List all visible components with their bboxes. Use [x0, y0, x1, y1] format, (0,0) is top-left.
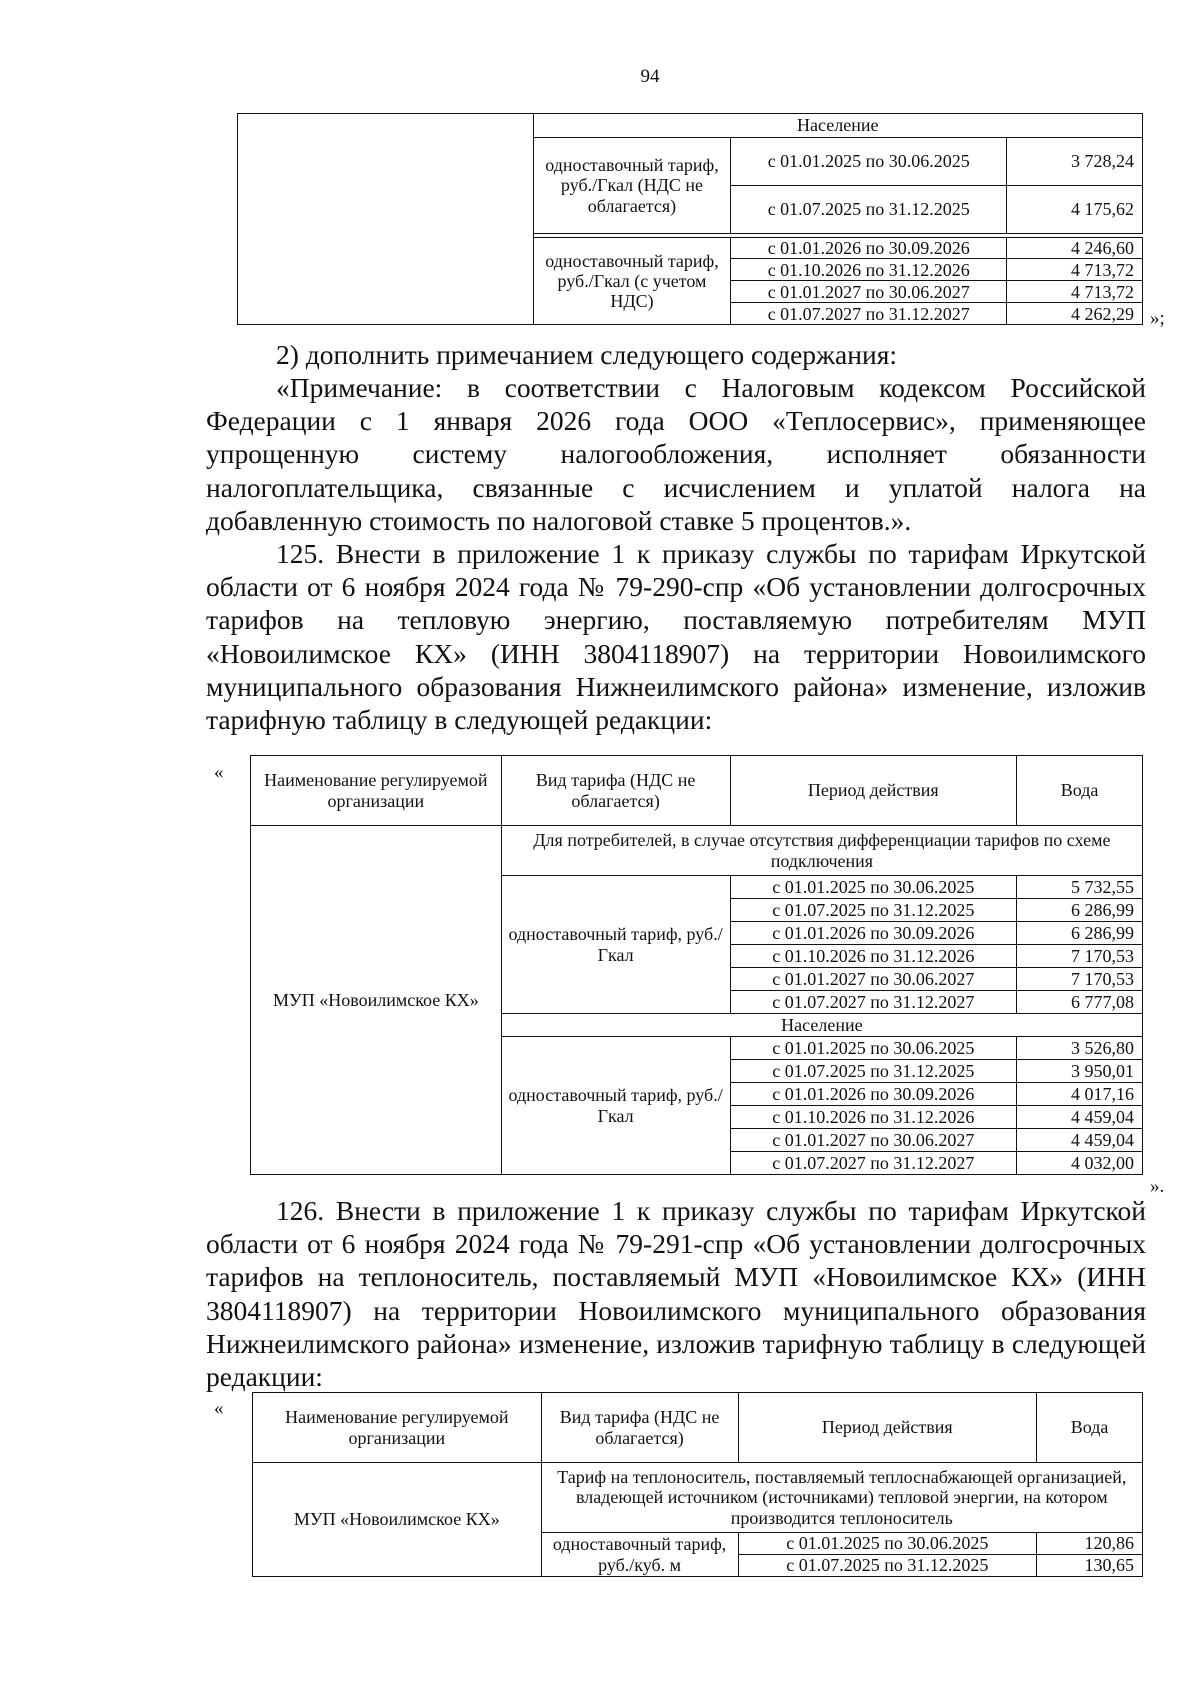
value-cell: 4 246,60: [1007, 238, 1143, 259]
tariff-type-cell: одноставочный тариф, руб./Гкал (НДС не облагается): [533, 138, 731, 234]
value-cell: 4 262,29: [1007, 303, 1143, 325]
value-cell: 130,65: [1037, 1555, 1143, 1577]
org-cell-empty: [238, 114, 534, 325]
value-cell: 4 713,72: [1007, 281, 1143, 303]
period-cell: с 01.01.2025 по 30.06.2025: [730, 1037, 1017, 1060]
period-cell: с 01.01.2027 по 30.06.2027: [730, 1129, 1017, 1152]
value-cell: 7 170,53: [1017, 945, 1143, 968]
paragraph-2: 2) дополнить примечанием следующего содержания:: [276, 339, 897, 370]
tariff-table-125: [250, 755, 1143, 1175]
header-type: Вид тарифа (НДС не облагается): [541, 1393, 738, 1463]
closing-quote: »;: [1150, 308, 1165, 329]
value-cell: 3 728,24: [1007, 138, 1143, 186]
closing-quote: ».: [1150, 1176, 1165, 1197]
header-water: Вода: [1037, 1393, 1143, 1463]
opening-quote: «: [214, 1398, 224, 1419]
value-cell: 4 459,04: [1017, 1106, 1143, 1129]
header-org: Наименование регулируемой организации: [251, 756, 502, 826]
period-cell: с 01.07.2027 по 31.12.2027: [730, 991, 1017, 1014]
value-cell: 4 032,00: [1017, 1152, 1143, 1175]
value-cell: 3 526,80: [1017, 1037, 1143, 1060]
group-header: Для потребителей, в случае отсутствия дифференциации тарифов по схеме подключения: [501, 826, 1142, 876]
tariff-type-cell: одноставочный тариф, руб./Гкал (с учетом НДС): [533, 238, 731, 325]
tariff-table-continuation: [237, 113, 1143, 325]
tariff-type-cell: одноставочный тариф, руб./Гкал: [501, 876, 730, 1014]
value-cell: 120,86: [1037, 1533, 1143, 1555]
org-name-cell: МУП «Новоилимское КХ»: [253, 1463, 542, 1577]
value-cell: 6 286,99: [1017, 922, 1143, 945]
header-type: Вид тарифа (НДС не облагается): [501, 756, 730, 826]
period-cell: с 01.07.2027 по 31.12.2027: [730, 1152, 1017, 1175]
period-cell: с 01.01.2025 по 30.06.2025: [738, 1533, 1037, 1555]
value-cell: 4 713,72: [1007, 259, 1143, 281]
tariff-type-cell: одноставочный тариф, руб./куб. м: [541, 1533, 738, 1577]
header-org: Наименование регулируемой организации: [253, 1393, 542, 1463]
header-period: Период действия: [738, 1393, 1037, 1463]
paragraph-126: 126. Внести в приложение 1 к приказу службы по тарифам Иркутской области от 6 ноября 2024 года № 79-291-спр «Об установлении долгосрочных тарифов на теплоноситель, поставляемый МУП «Новоилимское КХ» (ИНН 3804118907) на территории Новоилимского муниципального образования Нижнеилимского района» изменение, изложив тарифную таблицу в следующей редакции:: [206, 1195, 1146, 1393]
period-cell: с 01.10.2026 по 31.12.2026: [730, 1106, 1017, 1129]
org-name-cell: МУП «Новоилимское КХ»: [251, 826, 502, 1175]
period-cell: с 01.10.2026 по 31.12.2026: [731, 259, 1007, 281]
value-cell: 5 732,55: [1017, 876, 1143, 899]
period-cell: с 01.01.2027 по 30.06.2027: [730, 968, 1017, 991]
paragraph-note: «Примечание: в соответствии с Налоговым кодексом Российской Федерации с 1 января 2026 года ООО «Теплосервис», применяющее упрощенную систему налогообложения, исполняет обязанности налогоплательщика, связанные с исчислением и уплатой налога на добавленную стоимость по налоговой ставке 5 процентов.».: [206, 372, 1146, 536]
opening-quote: «: [214, 762, 224, 783]
header-water: Вода: [1017, 756, 1143, 826]
group-header: Население: [533, 114, 1142, 138]
group-header: Тариф на теплоноситель, поставляемый теплоснабжающей организацией, владеющей источником (источниками) тепловой энергии, на котором производится теплоноситель: [541, 1463, 1142, 1533]
value-cell: 4 017,16: [1017, 1083, 1143, 1106]
period-cell: с 01.07.2025 по 31.12.2025: [731, 186, 1007, 234]
page-number: 94: [640, 66, 660, 87]
group-header: Население: [501, 1014, 1142, 1037]
period-cell: с 01.01.2026 по 30.09.2026: [730, 922, 1017, 945]
period-cell: с 01.01.2027 по 30.06.2027: [731, 281, 1007, 303]
period-cell: с 01.07.2025 по 31.12.2025: [730, 1060, 1017, 1083]
value-cell: 4 175,62: [1007, 186, 1143, 234]
period-cell: с 01.01.2025 по 30.06.2025: [731, 138, 1007, 186]
period-cell: с 01.07.2025 по 31.12.2025: [730, 899, 1017, 922]
period-cell: с 01.01.2026 по 30.09.2026: [731, 238, 1007, 259]
period-cell: с 01.07.2025 по 31.12.2025: [738, 1555, 1037, 1577]
value-cell: 4 459,04: [1017, 1129, 1143, 1152]
coolant-tariff-table: [252, 1392, 1143, 1577]
tariff-type-cell: одноставочный тариф, руб./Гкал: [501, 1037, 730, 1175]
period-cell: с 01.01.2025 по 30.06.2025: [730, 876, 1017, 899]
period-cell: с 01.01.2026 по 30.09.2026: [730, 1083, 1017, 1106]
paragraph-125: 125. Внести в приложение 1 к приказу службы по тарифам Иркутской области от 6 ноября 2024 года № 79-290-спр «Об установлении долгосрочных тарифов на тепловую энергию, поставляемую потребителям МУП «Новоилимское КХ» (ИНН 3804118907) на территории Новоилимского муниципального образования Нижнеилимского района» изменение, изложив тарифную таблицу в следующей редакции:: [206, 538, 1146, 736]
value-cell: 3 950,01: [1017, 1060, 1143, 1083]
value-cell: 6 286,99: [1017, 899, 1143, 922]
value-cell: 7 170,53: [1017, 968, 1143, 991]
header-period: Период действия: [730, 756, 1017, 826]
period-cell: с 01.10.2026 по 31.12.2026: [730, 945, 1017, 968]
period-cell: с 01.07.2027 по 31.12.2027: [731, 303, 1007, 325]
value-cell: 6 777,08: [1017, 991, 1143, 1014]
